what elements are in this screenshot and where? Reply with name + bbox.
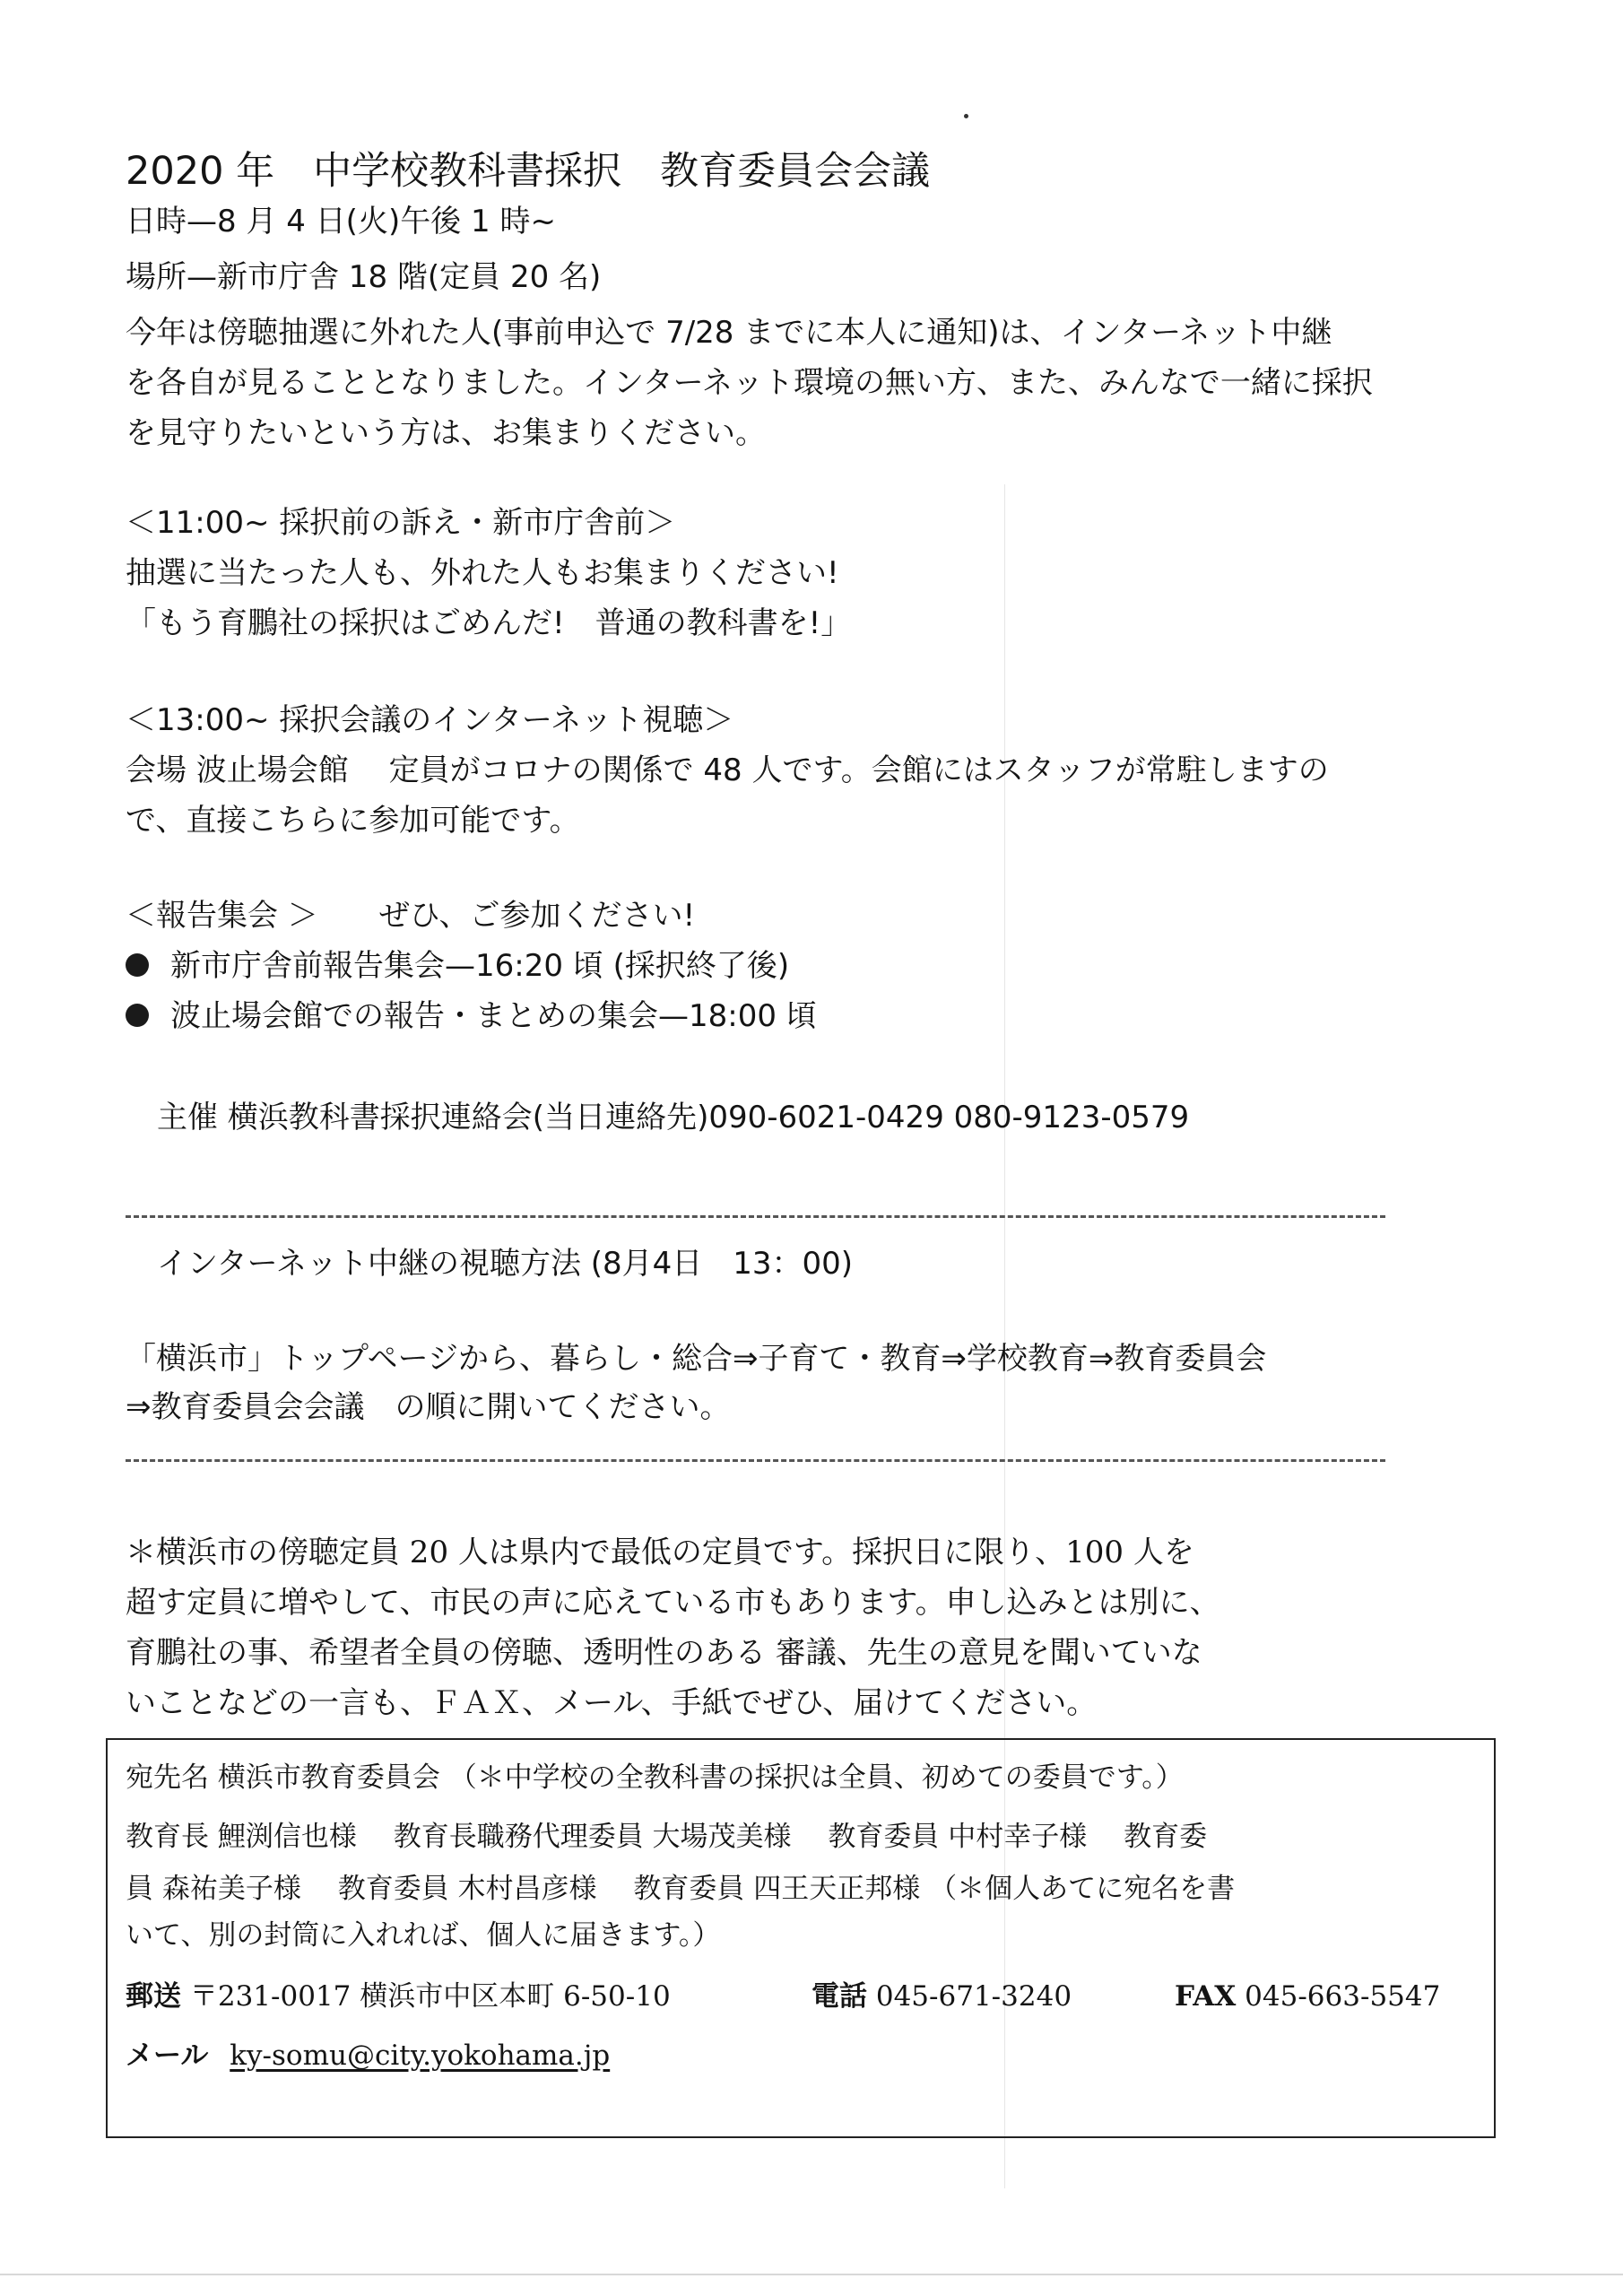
section-line: 抽選に当たった人も、外れた人もお集まりください! bbox=[126, 555, 839, 591]
intro-line: 今年は傍聴抽選に外れた人(事前申込で 7/28 までに本人に通知)は、インターネット中継 bbox=[126, 315, 1332, 351]
page-title: 2020 年 中学校教科書採択 教育委員会会議 bbox=[126, 149, 931, 194]
dashed-divider bbox=[126, 1215, 1385, 1218]
section-heading-viewing: ＜13:00~ 採択会議のインターネット視聴＞ bbox=[126, 702, 734, 738]
internet-line: ⇒教育委員会会議 の順に開いてください。 bbox=[126, 1389, 731, 1425]
section-heading-report: ＜報告集会 ＞ ぜひ、ご参加ください! bbox=[126, 898, 696, 934]
phone-label: 電話 bbox=[812, 1980, 867, 2013]
phone-number: 045-671-3240 bbox=[875, 1980, 1072, 2013]
fax-label: FAX bbox=[1175, 1980, 1237, 2013]
event-datetime: 日時—8 月 4 日(火)午後 1 時~ bbox=[126, 204, 556, 239]
note-line: ＊横浜市の傍聴定員 20 人は県内で最低の定員です。採択日に限り、100 人を bbox=[126, 1535, 1194, 1570]
internet-heading: インターネット中継の視聴方法 (8月4日 13：00) bbox=[157, 1246, 854, 1282]
recipient-line: 宛先名 横浜市教育委員会 （＊中学校の全教科書の採択は全員、初めての委員です。） bbox=[126, 1761, 1184, 1794]
email-link[interactable]: ky-somu@city.yokohama.jp bbox=[230, 2039, 611, 2072]
section-line: で、直接こちらに参加可能です。 bbox=[126, 803, 580, 839]
mail-address: 〒231-0017 横浜市中区本町 6-50-10 bbox=[189, 1980, 671, 2013]
email-line bbox=[126, 2038, 610, 2074]
section-line: 「もう育鵬社の採択はごめんだ! 普通の教科書を!」 bbox=[126, 605, 852, 641]
fax-line bbox=[1175, 1979, 1440, 2014]
mail-label: 郵送 bbox=[126, 1980, 181, 2013]
event-place: 場所—新市庁舎 18 階(定員 20 名) bbox=[126, 259, 602, 295]
intro-line: を見守りたいという方は、お集まりください。 bbox=[126, 415, 766, 451]
section-heading-appeal: ＜11:00~ 採択前の訴え・新市庁舎前＞ bbox=[126, 505, 676, 541]
section-line: 会場 波止場会館 定員がコロナの関係で 48 人です。会館にはスタッフが常駐しますの bbox=[126, 752, 1329, 788]
bullet-text: 新市庁舎前報告集会—16:20 頃 (採択終了後) bbox=[170, 948, 790, 984]
scan-bottom-edge bbox=[0, 2274, 1623, 2275]
internet-line: 「横浜市」トップページから、暮らし・総合⇒子育て・教育⇒学校教育⇒教育委員会 bbox=[126, 1341, 1267, 1377]
note-line: 超す定員に増やして、市民の声に応えている市もあります。申し込みとは別に、 bbox=[126, 1585, 1220, 1621]
fax-number: 045-663-5547 bbox=[1245, 1980, 1441, 2013]
bullet-icon bbox=[126, 1004, 149, 1027]
intro-line: を各自が見ることとなりました。インターネット環境の無い方、また、みんなで一緒に採択 bbox=[126, 365, 1373, 401]
postal-line bbox=[126, 1979, 671, 2014]
note-line: 育鵬社の事、希望者全員の傍聴、透明性のある 審議、先生の意見を聞いていな bbox=[126, 1635, 1202, 1671]
organizer-line: 主催 横浜教科書採択連絡会(当日連絡先)090-6021-0429 080-9123-0579 bbox=[157, 1100, 1190, 1135]
bullet-item bbox=[126, 997, 817, 1035]
note-line: いことなどの一言も、ＦＡＸ、メール、手紙でぜひ、届けてください。 bbox=[126, 1685, 1098, 1721]
recipient-line: いて、別の封筒に入れれば、個人に届きます。） bbox=[126, 1919, 721, 1952]
bullet-text: 波止場会館での報告・まとめの集会—18:00 頃 bbox=[170, 998, 817, 1034]
email-label: メール bbox=[126, 2039, 209, 2072]
bullet-item bbox=[126, 947, 789, 985]
dashed-divider bbox=[126, 1459, 1385, 1462]
recipient-line: 員 森祐美子様 教育委員 木村昌彦様 教育委員 四王天正邦様 （＊個人あてに宛名を書 bbox=[126, 1873, 1236, 1905]
recipient-line: 教育長 鯉渕信也様 教育長職務代理委員 大場茂美様 教育委員 中村幸子様 教育委 bbox=[126, 1821, 1208, 1853]
phone-line bbox=[812, 1979, 1072, 2014]
scan-speck bbox=[964, 114, 968, 118]
bullet-icon bbox=[126, 953, 149, 977]
